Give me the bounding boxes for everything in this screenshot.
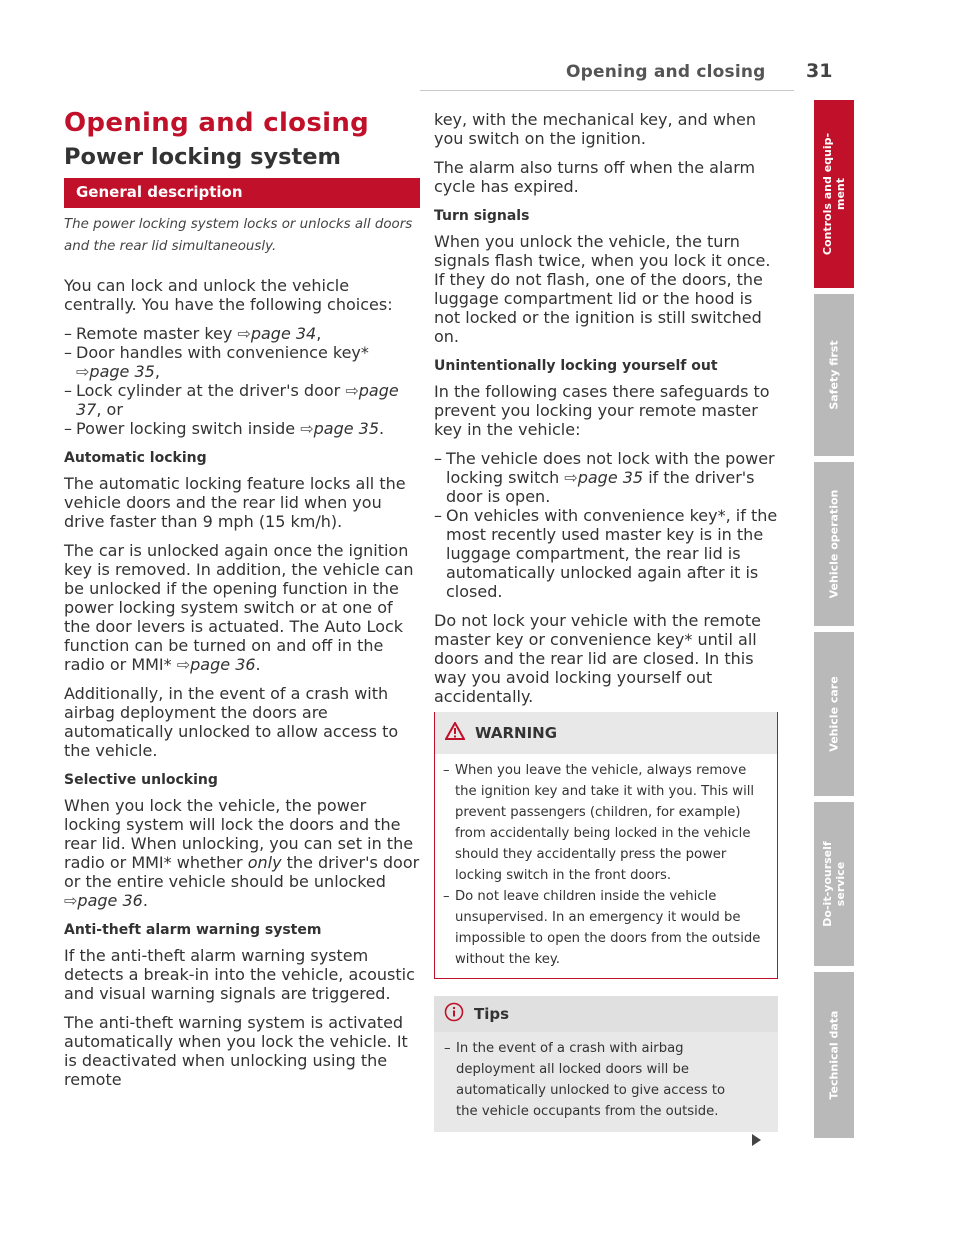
warning-body	[435, 754, 777, 978]
triangle-right-icon	[752, 1134, 761, 1146]
page-reference[interactable]: page 36	[190, 655, 256, 674]
tips-header	[434, 996, 778, 1032]
header-divider	[420, 90, 794, 91]
tips-item: – In the event of a crash with airbag deployment all locked doors will be automatically unlocked to give access to the vehicle occupants from the outside.	[444, 1038, 744, 1122]
paragraph: Additionally, in the event of a crash with airbag deployment the doors are automatically unlocked to allow access to the vehicle.	[64, 684, 399, 760]
right-column	[434, 110, 778, 716]
side-tab-care[interactable]: Vehicle care	[814, 632, 854, 796]
paragraph: In the following cases there safeguards to prevent you locking your remote master key in the vehicle:	[434, 382, 770, 439]
paragraph: If the anti-theft alarm warning system detects a break-in into the vehicle, acoustic and visual warning signals are triggered.	[64, 946, 415, 1003]
warning-title: WARNING	[475, 724, 558, 742]
side-tab-operation[interactable]: Vehicle operation	[814, 462, 854, 626]
left-column	[64, 276, 420, 1099]
paragraph: The anti-theft warning system is activated automatically when you lock the vehicle. It is deactivated when unlocking using the remote	[64, 1013, 408, 1089]
paragraph: When you lock the vehicle, the power locking system will lock the doors and the rear lid. When unlocking, you can set in the radio or MMI* whether only the driver's door or the entire vehicle should be unlocked ⇨page 36.	[64, 796, 420, 910]
paragraph: The automatic locking feature locks all the vehicle doors and the rear lid when you drive faster than 9 mph (15 km/h).	[64, 474, 406, 531]
paragraph: key, with the mechanical key, and when you switch on the ignition.	[434, 110, 757, 148]
heading-selective-unlocking: Selective unlocking	[64, 772, 218, 788]
paragraph: The car is unlocked again once the ignition key is removed. In addition, the vehicle can be unlocked if the opening function in the power locking system switch or at one of the door levers is actuated. The Auto Lock function can be turned on and off in the radio or MMI* ⇨page 36.	[64, 541, 414, 674]
arrow-right-icon: ⇨	[64, 891, 78, 910]
list-item: – On vehicles with convenience key*, if the most recently used master key is in the luggage compartment, the rear lid is automatically unlocked again after it is closed.	[434, 506, 778, 601]
side-tab-service[interactable]: Do-it-yourself service	[814, 802, 854, 966]
page-reference[interactable]: page 35	[89, 362, 155, 381]
warning-item: – When you leave the vehicle, always remove the ignition key and take it with you. This will prevent passengers (children, for example) from accidentally being locked in the vehicle should they accidentally press the power locking switch in the front doors.	[443, 760, 767, 886]
page-number: 31	[806, 60, 833, 82]
page-reference[interactable]: page 35	[313, 419, 380, 438]
list-item: – Remote master key ⇨page 34,	[64, 324, 420, 343]
arrow-right-icon: ⇨	[300, 419, 314, 438]
paragraph: When you unlock the vehicle, the turn signals flash twice, when you lock it once. If they do not flash, one of the doors, the luggage compartment lid or the hood is not locked or the ignition is still switched on.	[434, 232, 771, 346]
side-tab-controls[interactable]: Controls and equip- ment	[814, 100, 854, 288]
paragraph: Do not lock your vehicle with the remote master key or convenience key* until all doors and the rear lid are closed. In this way you avoid locking yourself out accidentally.	[434, 611, 761, 706]
warning-triangle-icon	[445, 722, 465, 744]
choices-intro: You can lock and unlock the vehicle centrally. You have the following choices:	[64, 276, 393, 314]
heading-anti-theft: Anti-theft alarm warning system	[64, 922, 322, 938]
arrow-right-icon: ⇨	[345, 381, 359, 400]
warning-header	[435, 712, 777, 754]
list-item: – The vehicle does not lock with the power locking switch ⇨page 35 if the driver's door is open.	[434, 449, 778, 506]
arrow-right-icon: ⇨	[237, 324, 251, 343]
case-list	[434, 449, 778, 601]
page-reference[interactable]: page 37	[76, 381, 399, 419]
page-reference[interactable]: page 35	[577, 468, 644, 487]
side-tab-safety[interactable]: Safety first	[814, 294, 854, 456]
heading-locking-out: Unintentionally locking yourself out	[434, 358, 718, 374]
running-header: Opening and closing	[566, 62, 766, 82]
paragraph: The alarm also turns off when the alarm cycle has expired.	[434, 158, 756, 196]
warning-item: – Do not leave children inside the vehicle unsupervised. In an emergency it would be impossible to open the doors from the outside without the key.	[443, 886, 767, 970]
subsection-title: General description	[64, 178, 420, 208]
tips-title: Tips	[474, 1005, 510, 1023]
arrow-right-icon: ⇨	[564, 468, 578, 487]
page-reference[interactable]: page 36	[77, 891, 143, 910]
arrow-right-icon: ⇨	[176, 655, 191, 674]
tips-box	[434, 996, 778, 1132]
info-circle-icon	[444, 1002, 464, 1026]
arrow-right-icon: ⇨	[76, 362, 90, 381]
page-reference[interactable]: page 34	[250, 324, 317, 343]
list-item: – Door handles with convenience key* ⇨page 35,	[64, 343, 420, 381]
list-item: – Power locking switch inside ⇨page 35.	[64, 419, 420, 438]
list-item: – Lock cylinder at the driver's door ⇨page 37, or	[64, 381, 420, 419]
chapter-title: Opening and closing	[64, 108, 370, 138]
heading-automatic-locking: Automatic locking	[64, 450, 207, 466]
tips-body	[434, 1032, 778, 1132]
choice-list	[64, 324, 420, 438]
warning-box	[434, 712, 778, 979]
section-title: Power locking system	[64, 144, 341, 170]
intro-text: The power locking system locks or unlocks all doors and the rear lid simultaneously.	[64, 217, 413, 254]
side-tab-technical[interactable]: Technical data	[814, 972, 854, 1138]
heading-turn-signals: Turn signals	[434, 208, 530, 224]
